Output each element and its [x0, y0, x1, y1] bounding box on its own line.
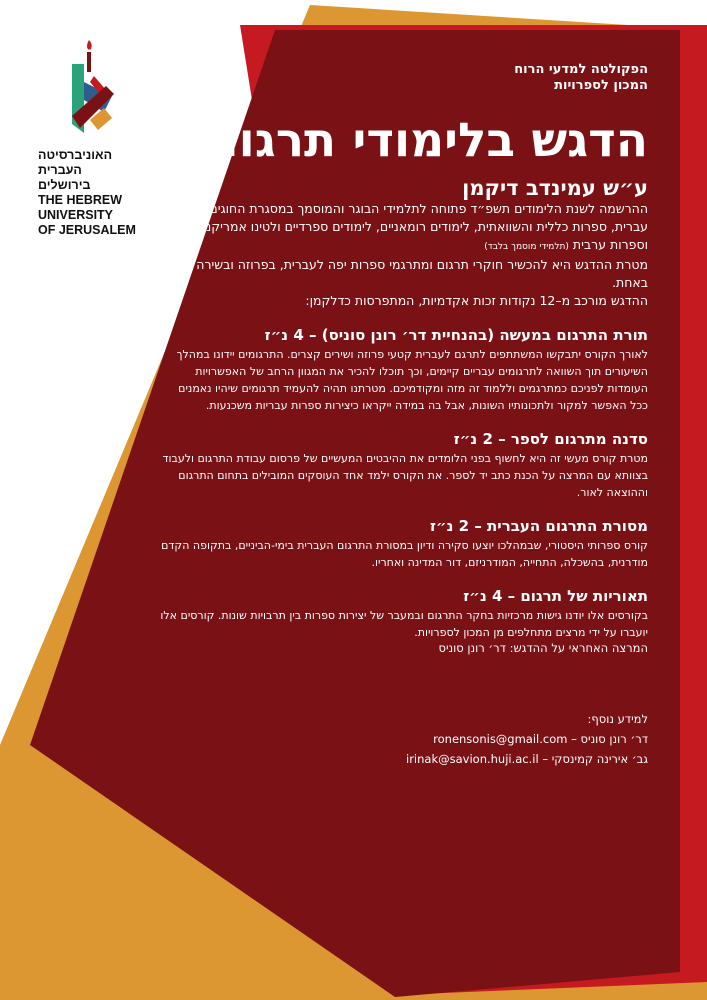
flyer-content — [158, 62, 648, 769]
course-title: מסורת התרגום העברית – 2 נ״ז — [429, 517, 648, 535]
logo-hebrew-line-3: בירושלים — [38, 178, 91, 192]
logo-emblem-icon — [60, 38, 124, 140]
intro-note: (תלמידי מוסמך בלבד) — [484, 242, 569, 252]
intro-text: ההרשמה לשנת הלימודים תשפ״ד פתוחה לתלמידי הבוגר והמוסמך במסגרת החוגים: ספרות עברית, ספרות כללית והשוואתית, לימודים רומאניים, לימודים ספרדיים ולטינו אמריקניים, שפה וספרות ערבית — [159, 201, 648, 252]
course-block — [158, 324, 648, 414]
logo-hebrew-line-1: האוניברסיטה — [38, 148, 113, 162]
contact-name: דר׳ רונן סוניס – — [571, 732, 648, 746]
course-description: לאורך הקורס יתבקשו המשתתפים לתרגם לעברית קטעי פרוזה ושירים קצרים. התרגומים יידונו במהלך השיעורים תוך השוואה לתרגומים עבריים קיימים, וכך תוכלו להכיר את המגוון הרחב של האפשרויות העומדות לפניכם כמתרגמים וללמוד זה מזה ומקודמיכם. מטרתנו תהיה להעמיד תרגומים שיהיו נאמנים ככל האפשר למקור ולתכונותיו השונות, אבל בה במידה ייקראו כיצירות ספרות עבריות משכנעות. — [176, 348, 648, 412]
page-title: הדגש בלימודי תרגום — [205, 113, 648, 168]
program-coordinator: המרצה האחראי על ההדגש: דר׳ רונן סוניס — [438, 641, 648, 655]
contact-row — [158, 729, 648, 749]
contact-name: גב׳ אירינה קמינסקי – — [542, 752, 648, 766]
course-title: סדנה מתרגום לספר – 2 נ״ז — [453, 430, 648, 448]
contact-info — [158, 709, 648, 769]
logo-english-line-2: UNIVERSITY — [38, 208, 114, 222]
course-title: תורת התרגום במעשה (בהנחיית דר׳ רונן סוניס) – 4 נ״ז — [264, 326, 648, 344]
faculty-name: הפקולטה למדעי הרוח — [514, 62, 648, 77]
contact-row — [158, 749, 648, 769]
logo-english-line-1: THE HEBREW — [38, 193, 123, 207]
course-description: בקורסים אלו יודנו גישות מרכזיות בחקר התרגום ובמעבר של יצירות ספרות בין תרבויות שונות. קורסים אלו יועברו על ידי מרצים מתחלפים מן המכון לספרויות. — [160, 609, 648, 639]
university-logo — [38, 38, 168, 238]
institute-name: המכון לספרויות — [554, 78, 648, 93]
course-description: קורס ספרותי היסטורי, שבמהלכו יוצעו סקירה ודיון במסורת התרגום העברית בימי-הביניים, בתקופה הקדם מודרנית, בהשכלה, התחייה, המודרניזם, דור המדינה ואחריו. — [161, 539, 648, 569]
contact-email-link[interactable]: ronensonis@gmail.com — [433, 732, 568, 746]
logo-hebrew-line-2: העברית — [38, 163, 82, 177]
registration-intro — [158, 200, 648, 256]
course-description: מטרת קורס מעשי זה היא לחשוף בפני הלומדים את ההיבטים המעשיים של פרסום עבודת התרגום ולעבוד בצוותא עם המרצה על הכנת כתב יד לספר. את הקורס ילמד אחד העוסקים המובילים בתחום התרגום וההוצאה לאור. — [162, 452, 648, 499]
contact-email-link[interactable]: irinak@savion.huji.ac.il — [406, 752, 539, 766]
logo-english-line-3: OF JERUSALEM — [38, 223, 136, 237]
program-composition: ההדגש מורכב מ–12 נקודות זכות אקדמיות, המתפרסות כדלקמן: — [305, 293, 648, 308]
program-aim: מטרת ההדגש היא להכשיר חוקרי תרגום ומתרגמי ספרות יפה לעברית, בפרוזה ובשירה באחת. — [196, 257, 648, 290]
contact-heading: למידע נוסף: — [587, 712, 648, 726]
course-block — [158, 585, 648, 641]
course-block — [158, 428, 648, 501]
course-block — [158, 515, 648, 571]
page-subtitle: ע״ש עמינדב דיקמן — [462, 176, 648, 200]
course-title: תאוריות של תרגום – 4 נ״ז — [463, 587, 648, 605]
